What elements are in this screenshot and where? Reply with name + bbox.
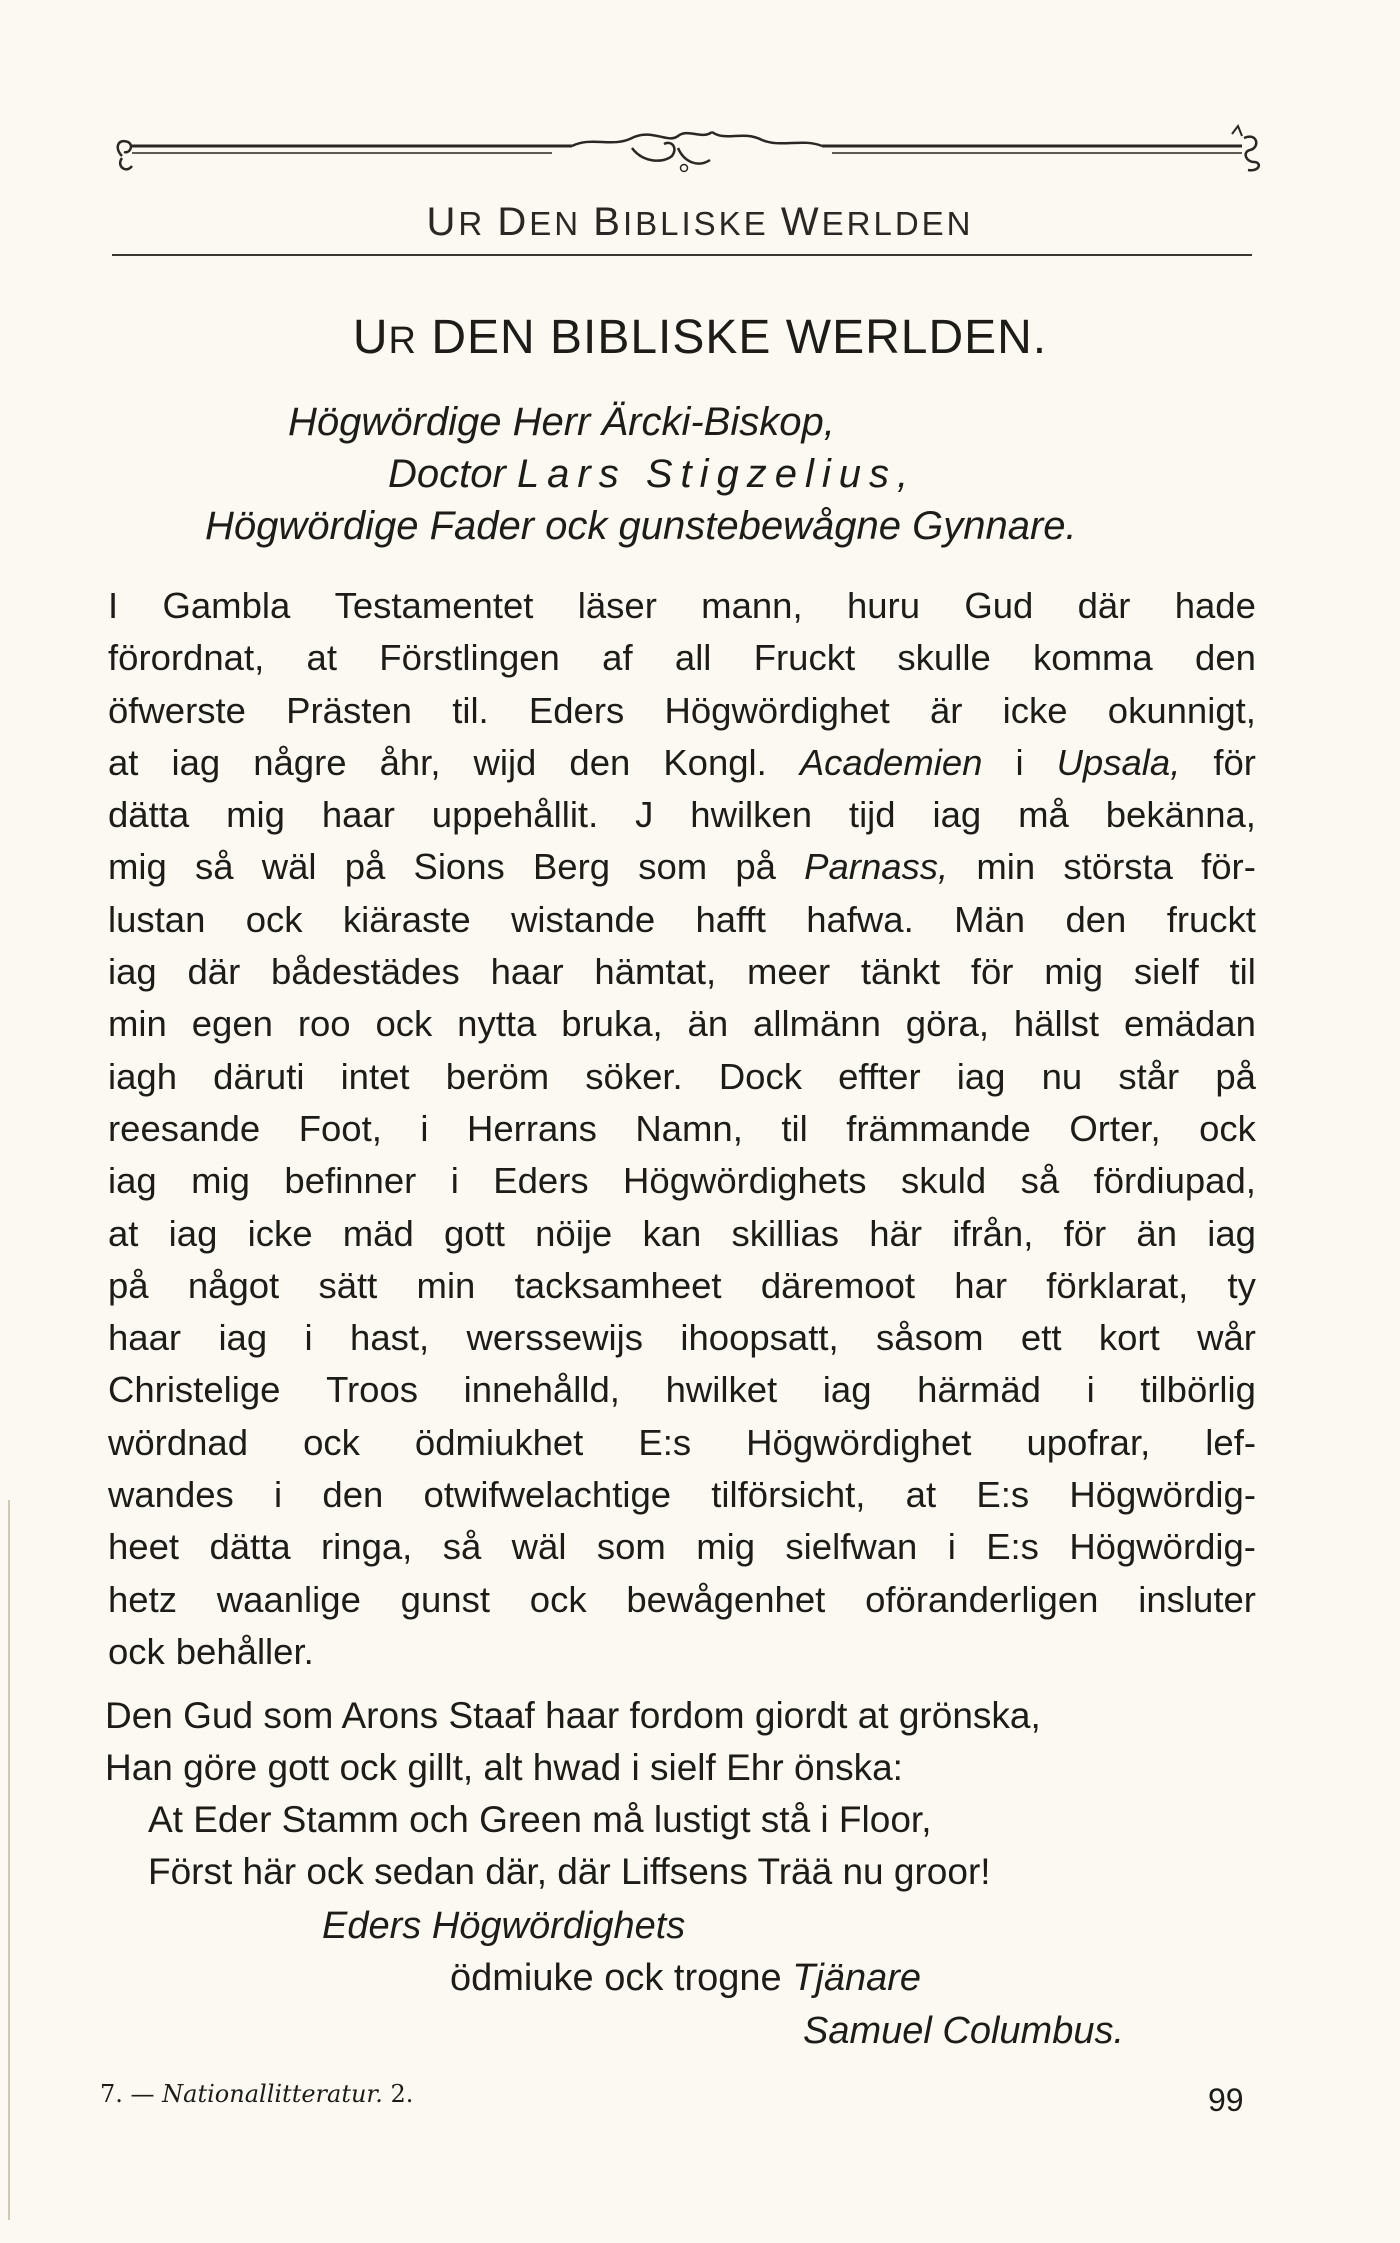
header-ornament xyxy=(112,118,1262,188)
body-line: I Gambla Testamentet läser mann, huru Gud där hade xyxy=(108,585,1256,626)
body-line: öfwerste Prästen til. Eders Högwördighet är icke okunnigt, xyxy=(108,689,1256,731)
body-line: på något sätt min tacksamheet däremoot har förklarat, ty xyxy=(108,1264,1256,1306)
letter-body xyxy=(108,580,1256,1678)
verse-line: Den Gud som Arons Staaf haar fordom giordt at grönska, xyxy=(105,1695,1041,1736)
body-line: heet dätta ringa, så wäl som mig sielfwan i E:s Högwördig- xyxy=(108,1526,1256,1568)
header-rule xyxy=(112,254,1252,256)
body-line: haar iag i hast, werssewijs ihoopsatt, såsom ett kort wår xyxy=(108,1317,1256,1359)
address-line-1: Högwördige Herr Ärcki-Biskop, xyxy=(288,400,835,444)
signature-line-2: ödmiuke ock trogne Tjänare xyxy=(450,1957,922,1999)
body-line: Christelige Troos innehålld, hwilket iag härmäd i tilbörlig xyxy=(108,1369,1256,1411)
address-line-2: Doctor Lars Stigzelius, xyxy=(388,452,917,496)
body-line: wördnad ock ödmiukhet E:s Högwördighet upofrar, lef- xyxy=(108,1421,1256,1463)
page-number: 99 xyxy=(1208,2082,1244,2118)
signature-name: Samuel Columbus. xyxy=(803,2010,1125,2052)
running-head: UR DEN BIBLISKE WERLDEN xyxy=(426,200,974,244)
page-edge xyxy=(8,1500,10,2220)
body-line: wandes i den otwifwelachtige tilförsicht, at E:s Högwördig- xyxy=(108,1474,1256,1516)
body-line: förordnat, at Förstlingen af all Fruckt skulle komma den xyxy=(108,637,1256,679)
footer-note: 7. — Nationallitteratur. 2. xyxy=(100,2080,414,2108)
body-line: ock behåller. xyxy=(108,1630,314,1672)
verse-line: Först här ock sedan där, där Liffsens Trää nu groor! xyxy=(148,1851,991,1892)
body-line: mig så wäl på Sions Berg som på Parnass, min största för- xyxy=(108,846,1256,888)
address-line-3: Högwördige Fader ock gunstebewågne Gynnare. xyxy=(205,504,1077,548)
body-line: iag mig befinner i Eders Högwördighets skuld så fördiupad, xyxy=(108,1160,1256,1202)
verse-line: Han göre gott ock gillt, alt hwad i sielf Ehr önska: xyxy=(105,1747,903,1788)
body-line: iag där bådestädes haar hämtat, meer tänkt för mig sielf til xyxy=(108,951,1256,993)
body-line: lustan ock kiäraste wistande hafft hafwa. Män den fruckt xyxy=(108,898,1256,940)
verse-line: At Eder Stamm och Green må lustigt stå i Floor, xyxy=(148,1799,932,1840)
body-line: reesande Foot, i Herrans Namn, til främmande Orter, ock xyxy=(108,1107,1256,1149)
body-line: iagh däruti intet beröm söker. Dock effter iag nu står på xyxy=(108,1055,1256,1097)
body-line: hetz waanlige gunst ock bewågenhet oföranderligen insluter xyxy=(108,1578,1256,1620)
page-title: UR DEN BIBLISKE WERLDEN. xyxy=(352,311,1048,364)
body-line: dätta mig haar uppehållit. J hwilken tijd iag må bekänna, xyxy=(108,794,1256,836)
body-line: at iag icke mäd gott nöije kan skillias här ifrån, för än iag xyxy=(108,1212,1256,1254)
body-line: at iag någre åhr, wijd den Kongl. Academien i Upsala, för xyxy=(108,741,1256,783)
signature-line-1: Eders Högwördighets xyxy=(322,1905,686,1947)
body-line: min egen roo ock nytta bruka, än allmänn göra, hällst emädan xyxy=(108,1003,1256,1045)
